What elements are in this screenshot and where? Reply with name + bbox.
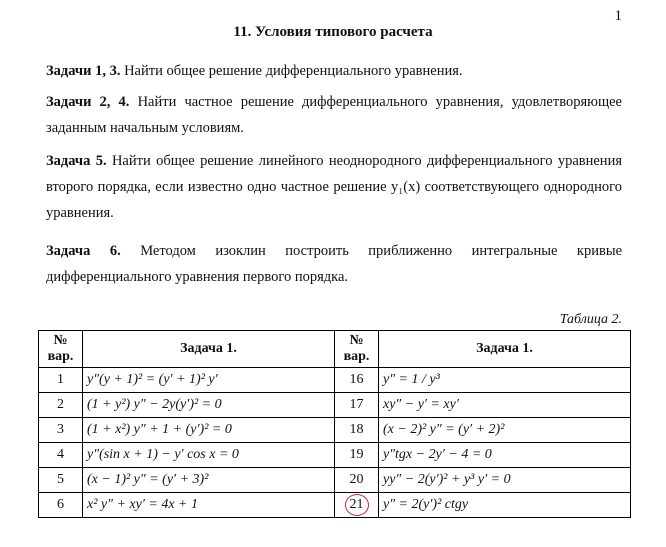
paragraph-label: Задача 5.	[46, 153, 107, 169]
equation: (x − 2)² y″ = (y′ + 2)²	[379, 418, 631, 443]
header-variant-left: № вар.	[39, 331, 83, 368]
table-row	[39, 443, 631, 468]
paragraph-text: Найти общее решение дифференциального уравнения.	[124, 63, 463, 79]
variant-number: 2	[39, 393, 83, 418]
equation: (1 + x²) y″ + 1 + (y′)² = 0	[83, 418, 335, 443]
equation: (x − 1)² y″ = (y′ + 3)²	[83, 468, 335, 493]
variant-number: 20	[335, 468, 379, 493]
paragraph-task-5	[46, 148, 622, 226]
equation: x² y″ + xy′ = 4x + 1	[83, 493, 335, 518]
table-header-row	[39, 331, 631, 368]
variant-number: 3	[39, 418, 83, 443]
table-row	[39, 393, 631, 418]
variant-number: 1	[39, 368, 83, 393]
paragraph-task-6	[46, 238, 622, 290]
variant-number: 18	[335, 418, 379, 443]
header-variant-right: № вар.	[335, 331, 379, 368]
page-number: 1	[614, 8, 622, 24]
paragraph-label: Задачи 2, 4.	[46, 94, 130, 110]
paragraph-label: Задачи 1, 3.	[46, 63, 121, 79]
equation: y″ = 2(y′)² ctgy	[379, 493, 631, 518]
variant-number: 19	[335, 443, 379, 468]
variant-number-highlighted	[335, 493, 379, 518]
paragraph-task-1-3	[46, 58, 622, 84]
equation: y″tgx − 2y′ − 4 = 0	[379, 443, 631, 468]
paragraph-task-2-4	[46, 89, 622, 141]
table-row	[39, 493, 631, 518]
equation: (1 + y²) y″ − 2y(y′)² = 0	[83, 393, 335, 418]
equation: xy″ − y′ = xy′	[379, 393, 631, 418]
header-task-left: Задача 1.	[83, 331, 335, 368]
paragraph-text: Найти частное решение дифференциального уравнения, удовлетворяющее заданным начальным условиям.	[46, 94, 622, 136]
equation: yy″ − 2(y′)² + y³ y′ = 0	[379, 468, 631, 493]
paragraph-text: Методом изоклин построить приближенно интегральные кривые дифференциального уравнения первого порядка.	[46, 243, 623, 285]
equation: y″(sin x + 1) − y′ cos x = 0	[83, 443, 335, 468]
variant-number: 4	[39, 443, 83, 468]
variant-number: 6	[39, 493, 83, 518]
red-circle-annotation: 21	[345, 494, 369, 516]
table-caption: Таблица 2.	[559, 312, 622, 327]
variants-table	[38, 330, 631, 518]
variant-number: 5	[39, 468, 83, 493]
variant-number: 16	[335, 368, 379, 393]
table-row	[39, 368, 631, 393]
paragraph-label: Задача 6.	[46, 243, 121, 259]
equation: y″ = 1 / y³	[379, 368, 631, 393]
paragraph-text: Найти общее решение линейного неоднородного дифференциального уравнения второго порядка, если известно одно частное решение y₁(x) соответствующего однородного уравнения.	[46, 153, 623, 221]
variant-number: 17	[335, 393, 379, 418]
page-title: 11. Условия типового расчета	[233, 24, 433, 40]
table-row	[39, 418, 631, 443]
equation: y″(y + 1)² = (y′ + 1)² y′	[83, 368, 335, 393]
table-row	[39, 468, 631, 493]
header-task-right: Задача 1.	[379, 331, 631, 368]
